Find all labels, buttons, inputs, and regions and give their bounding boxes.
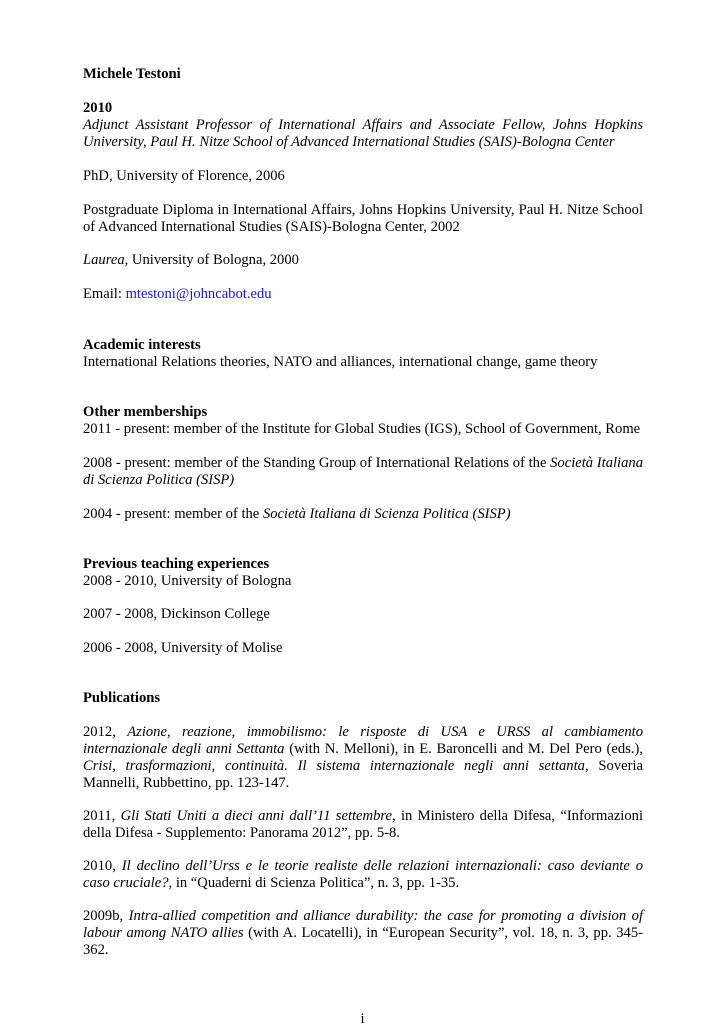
publication-item: 2011, Gli Stati Uniti a dieci anni dall’11 settembre, in Ministero della Difesa, “Informazioni della Difesa - Supplemento: Panorama 2012”, pp. 5-8. (83, 808, 644, 841)
publications-heading: Publications (83, 690, 161, 706)
position-year: 2010 (83, 100, 113, 116)
publication-item: 2009b, Intra-allied competition and alliance durability: the case for promoting a division of labour among NATO allies (with A. Locatelli), in “European Security”, vol. 18, n. 3, pp. 345-362. (83, 908, 643, 958)
teaching-heading: Previous teaching experiences (83, 556, 270, 572)
membership-item: 2011 - present: member of the Institute for Global Studies (IGS), School of Government, Rome (83, 421, 641, 437)
membership-item: 2008 - present: member of the Standing Group of International Relations of the Società Italiana di Scienza Politica (SISP) (83, 455, 643, 488)
author-name: Michele Testoni (83, 66, 181, 82)
education-phd: PhD, University of Florence, 2006 (83, 168, 285, 184)
email-label: Email: (83, 286, 126, 302)
page-number: i (360, 1011, 365, 1027)
teaching-item: 2008 - 2010, University of Bologna (83, 573, 292, 589)
position-title: Adjunct Assistant Professor of International Affairs and Associate Fellow, Johns Hopkins University, Paul H. Nitze School of Advanced International Studies (SAIS)-Bologna Center (83, 117, 643, 150)
email-line (83, 286, 643, 303)
publication-item: 2012, Azione, reazione, immobilismo: le risposte di USA e URSS al cambiamento internazionale degli anni Settanta (with N. Melloni), in E. Baroncelli and M. Del Pero (eds.), Crisi, trasformazioni, continuità. Il sistema internazionale negli anni settanta, Soveria Mannelli, Rubbettino, pp. 123-147. (83, 724, 644, 791)
membership-item: 2004 - present: member of the Società Italiana di Scienza Politica (SISP) (83, 506, 511, 522)
interests-heading: Academic interests (83, 337, 201, 353)
teaching-item: 2006 - 2008, University of Molise (83, 640, 283, 656)
education-diploma: Postgraduate Diploma in International Affairs, Johns Hopkins University, Paul H. Nitze School of Advanced International Studies (SAIS)-Bologna Center, 2002 (83, 202, 643, 235)
publication-item: 2010, Il declino dell’Urss e le teorie realiste delle relazioni internazionali: caso deviante o caso cruciale?, in “Quaderni di Scienza Politica”, n. 3, pp. 1-35. (83, 858, 643, 891)
memberships-heading: Other memberships (83, 404, 208, 420)
laurea-details: , University of Bologna, 2000 (124, 252, 299, 268)
teaching-item: 2007 - 2008, Dickinson College (83, 606, 270, 622)
email-link[interactable]: mtestoni@johncabot.edu (125, 286, 272, 302)
interests-text: International Relations theories, NATO and alliances, international change, game theory (83, 354, 598, 370)
education-laurea (83, 252, 643, 269)
laurea-word: Laurea (83, 252, 125, 268)
